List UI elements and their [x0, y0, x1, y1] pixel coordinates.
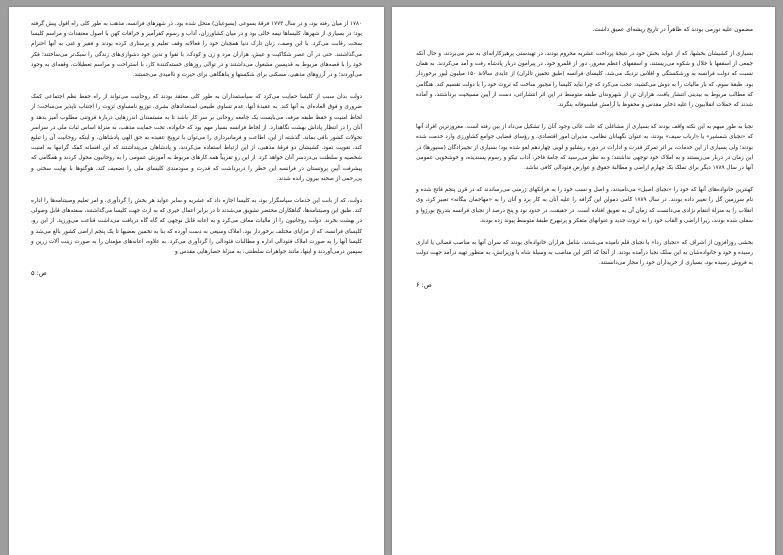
paragraph: کهنترین خانواده‌های آنها که خود را «نجبای اصیل» می‌نامیدند، و اصل و نسب خود را به فرانکهای ژرمنی می‌رساندند که در قرن پنجم فاتح شده و نام سرزمین گل را تغییر داده بودند. در سال ۱۷۸۹ کامی دمولن این گزافه را علیه آنان به کار برد و آنان را به «مهاجمان بیگانه» تعبیر کرد، وی انقلاب را به منزلهٔ انتقام نژادی می‌دانست که زمان آن به تعویق افتاده است. در حقیقت، در حدود نود و پنج درصد از نجبای فرانسه بتدریج بورژوا و سفلی شده بودند، زیرا اراضی و القاب خود را به ثروت جدید و عنوانهای متفکر و پرتبهرح طبقهٔ متوسط پیوند زده بودند. — [416, 187, 754, 224]
left-page — [9, 7, 384, 555]
paragraph: بسیاری از کشیشان بخشها، که از عواید بخش خود در نتیجهٔ پرداخت عشریه محروم بودند، در تهیدستی پرهیزکارانه‌ای به سر می‌بردند، و حال آنکه جمعی از اسقفها با جلال و شکوه می‌زیستند، و اسقفهای اعظم مغرور، دور از قلمرو خود، در پیرامون دربار پادشاه رفت و آمد می‌کردند. به همان نسبت که دولت فرانسه به ورشکستگی و افلاس نزدیک می‌شد، کلیسای فرانسه (طبق تخمین تالران) از عایدی سالانهٔ ۱۵۰ میلیون لیور برخوردار بود. طبقهٔ سوم، که بار مالیات را به دوش می‌کشید، عجب می‌کرد که چرا نباید کلیسا را مجبور ساخت که ثروت خود را با دولت تقسیم کند. هنگامی که مطالب مربوط به بیدینی انتشار یافت، هزاران تن از شهروندان طبقه متوسط در این اثر انتشاراتی، دست از آیین مسیحیت برداشتند، و آماده شدند که حملات انقلابیون را علیه ذخایر مقدس و محفوظ با آرامش فیلسوفانه بنگرند. — [416, 51, 753, 109]
paragraph: نجبا به طور مبهم به این نکته واقف بودند که بسیاری از مشاغلی که علت غائی وجود آنان را تشکیل می‌داد از بین رفته است. مغروزترین افراد آنها که «نجبای شمشیر» یا «ارباب سیف» بودند، به عنوان نگهبانان نظامی، مدیران امور اقتصادی، و رؤسای قضایی جوامع کشاورزی وارد خدمت شده بودند؛ ولی بسیاری از این خدمات، بر اثر تمرکز قدرت و ادارات در دوره ریشلیو و لویی چهاردهم لغو شده بود؛ بسیاری از نجیبزادگان (سنیورها) در این زمان در دربار می‌زیستند و به املاک خود توجهی نداشتند؛ و به نظر می‌رسید که جامهٔ فاخر، آداب نیکو و رسوم پسندیده، و خوشخویی عمومی آنها در سال ۱۷۸۹ دیگر برای تملک یک چهارم اراضی و مطالبهٔ حقوق و عوارض فئودالی کافی نباشد. — [416, 124, 753, 172]
paragraph: دولت، که از بابت این خدمات سپاسگزار بود، به کلیسا اجازه داد که عشریه و سایر عواید هر بخش را گردآوری، و امر تعلیم وصیتنامه‌ها را اداره کند. طبق این وصیتنامه‌ها، گناهکاران محتضر تشویق می‌شدند تا در برابر اعمال خیری که به ارث جهت کلیسا می‌گذاشتند، سفته‌های قابل وصولی در بهشت بخرند. دولت روحانیون را از مالیات معاف می‌کرد و به اعانه قابل توجهی که گاه گاه دریافت می‌داشت قناعت می‌ورزید. از این رو، کلیسای فرانسه، که از مزایای مختلف برخوردار بود، املاک وسیعی به دست آورده که بنا به تخمین بعضیها تا یک پنجم اراضی کشور بالغ می‌شد و کلیسا آنها را به صورت املاک فئودالی اداره و مطالبات فئودالی را گردآوری می‌کرد. به علاوه، اعانه‌های مؤمنان را به صورت زینت آلات زرین و سیمین درمی‌آوردند و اینها، مانند جواهرات سلطنتی، به منزلهٔ حصارهایی مقدس و — [31, 198, 362, 256]
right-page — [392, 7, 775, 555]
paragraph: ۱۷۸۰ از میان رفته بود، و در سال ۱۷۷۳ فرقهٔ یسوعی (یسوعیان) منحل شده بود. در شهرهای فرانسه، مذهب به طور کلی راه افول پیش گرفته بود؛ در بسیاری از شهرها، کلیساها نیمه خالی بود و در میان کشاورزان، آداب و رسوم کفرآمیز و خرافات کهن با اصول معتقدات و مراسم کلیسا سخت رقابت می‌کرد. با این وصف، زنان تارک دنیا همچنان خود را فعالانه وقف تعلیم و پرستاری کرده بودند و فقیر و غنی به آنها احترام می‌گذاشتند. حتی در آن عصر شکاکیت و عیش، هزاران مرد و زن و کودک، با تقوا و تدین خود دشواری‌های زندگی را سبک‌تر می‌ساختند؛ فکر خود را با قصه‌های مربوط به قدیسین مشغول می‌داشتند و در توالی روزهای خسته‌کنندهٔ کار، با استراحت و مراسم تعطیلات، وقفه‌ای به وجود می‌آوردند؛ و در آرزوهای مذهبی، مسکنی برای شکستها و پناهگاهی برای حیرت و ناامیدی می‌جستند. — [31, 21, 362, 79]
page-number: ص: ۵ — [31, 269, 47, 278]
page-number: ص: ۶ — [416, 280, 432, 289]
page-heading: مضمون علیه تورمی بودند که ظاهراً در تاریخ ریشه‌ای عمیق داشت. — [592, 27, 753, 33]
paragraph: دولت بدان سبب از کلیسا حمایت می‌کرد که سیاستمداران به طور کلی معتقد بودند که روحانیت می‌تواند از راه حفظ نظم اجتماعی کمک ضروری و فوق العاده‌ای به آنها کند. به عقیدهٔ آنها، عدم تساوی طبیعی استعدادهای بشری، توزیع نامساوی ثروت را اجتناب ناپذیر می‌ساخت؛ از لحاظ امنیت و حفظ طبقه مرفه، می‌بایست یک جامعه روحانی بر سر کار باشد تا به مستمندان اندرزهایی دربارهٔ فروتنی مطلوب آمیز بدهد و آنان را در انتظار پاداش بهشت نگاهدارد. از لحاظ فرانسه بسیار مهم بود که خانواده، تحت حمایت مذهب، به منزلهٔ اساس ثبات ملی در سراسر تحولات کشور باقی بماند. گذشته از این، اطاعت و فرمانبرداری را می‌توان با ترویج عقیده به حق الهی پادشاهان، و اینکه روحانیت آن را تبلیغ کند، تقویت نمود. کشیشان دو فرقهٔ مذهبی، از این ارتباط استفاده می‌کردند، و پادشاهان می‌پنداشتند که این افسانه کمک گرانبها به امنیت شخصیه و سلطنت بی‌دردسر آنان خواهد کرد. از این رو تقریباً همه کارهای مربوط به آموزش عمومی را به روحانیون محول کردند و همگامی که پیشرفت آیین پروتستان در فرانسه این خطر را دربرداشت که قدرت و سودمندی کلیسای ملی را تضعیف کند، هوگنوها با نهایت سختی و بی‌رحمی از صحنه بیرون رانده شدند. — [31, 94, 362, 182]
paragraph: بخشی روزافزون از اشراف که «نجبای ردا» یا نجبای قلم نامیده می‌شدند، شامل هزاران خانواده‌ای بودند که سران آنها به مناصب قضائی یا اداری رسیده و خود و خانواده‌شان به این سلک نجبا درآمده بودند. از آنجا که اکثر این مناصب به وسیلهٔ شاه یا وزیرانش، به منظور تهیه درآمد جهت دولت به فروش رسیده بود، بسیاری از خریداران خود را مجاز می‌دانستند. — [416, 240, 753, 267]
